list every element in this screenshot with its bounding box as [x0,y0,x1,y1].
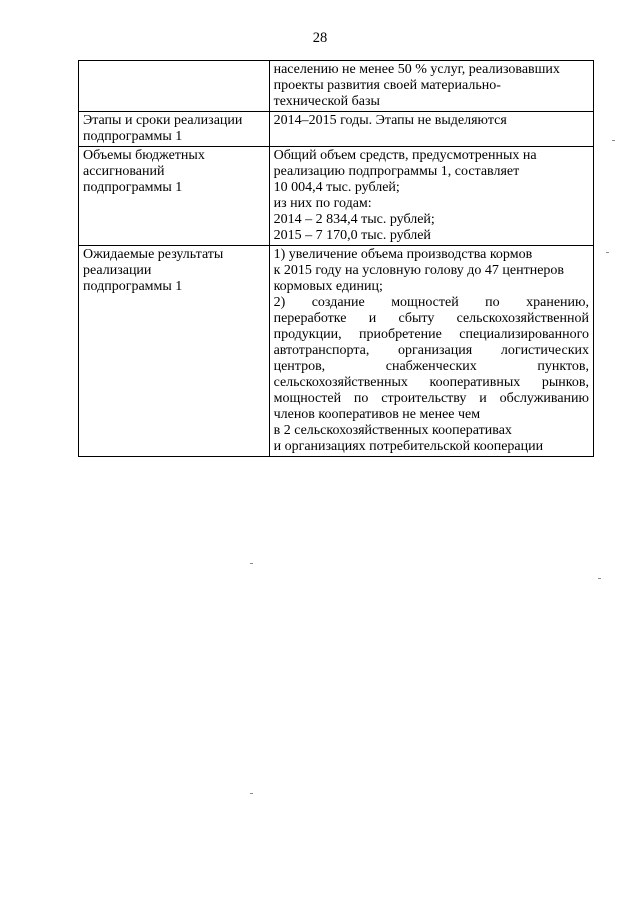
row-value-cell [269,147,593,246]
table-row [79,61,594,112]
text-line: реализацию подпрограммы 1, составляет [273,164,520,179]
text-line: мощностей по строительству и обслуживанию [273,391,589,406]
text-line: в 2 сельскохозяйственных кооперативах [273,423,512,438]
text-line: к 2015 году на условную голову до 47 центнеров [273,263,565,278]
page-number: 28 [312,30,328,46]
label-line: ассигнований [83,164,165,179]
text-line: проекты развития своей материально- [273,78,501,93]
text-line: населению не менее 50 % услуг, реализовавших [273,62,560,77]
row-value-cell [269,246,593,457]
text-line: продукции, приобретение специализированного [273,327,589,342]
label-line: Ожидаемые результаты [83,247,224,262]
text-line: и организациях потребительской кооперации [273,439,544,454]
scan-speck [250,793,253,794]
row-value-cell [269,112,593,147]
label-line: подпрограммы 1 [83,180,183,195]
text-line: из них по годам: [273,196,372,211]
label-line: Объемы бюджетных [83,148,205,163]
table-row [79,246,594,457]
table-row [79,147,594,246]
text-line: 2015 – 7 170,0 тыс. рублей [273,228,431,243]
row-label-cell [79,147,270,246]
text-line: 1) увеличение объема производства кормов [273,247,533,262]
row-label-cell [79,246,270,457]
label-line: реализации [83,263,152,278]
scan-speck [606,252,609,253]
text-line: 10 004,4 тыс. рублей; [273,180,400,195]
text-line: технической базы [273,94,380,109]
text-line: автотранспорта, организация логистических [273,343,589,358]
text-line: членов кооперативов не менее чем [273,407,481,422]
text-line: сельскохозяйственных кооперативных рынков, [273,375,589,390]
row-label-cell [79,112,270,147]
scan-speck [612,140,615,141]
text-line: Общий объем средств, предусмотренных на [273,148,537,163]
text-line: 2) создание мощностей по хранению, [273,295,589,310]
table-row [79,112,594,147]
text-line: центров, снабженческих пунктов, [273,359,589,374]
row-value-cell [269,61,593,112]
text-line: 2014–2015 годы. Этапы не выделяются [273,113,507,128]
subprogram-passport-table [78,60,594,457]
text-line: 2014 – 2 834,4 тыс. рублей; [273,212,435,227]
text-line: кормовых единиц; [273,279,383,294]
row-label-cell [79,61,270,112]
label-line: подпрограммы 1 [83,279,183,294]
label-line: Этапы и сроки реализации [83,113,243,128]
scan-speck [598,578,601,579]
label-line: подпрограммы 1 [83,129,183,144]
text-line: переработке и сбыту сельскохозяйственной [273,311,589,326]
scan-speck [250,563,253,564]
